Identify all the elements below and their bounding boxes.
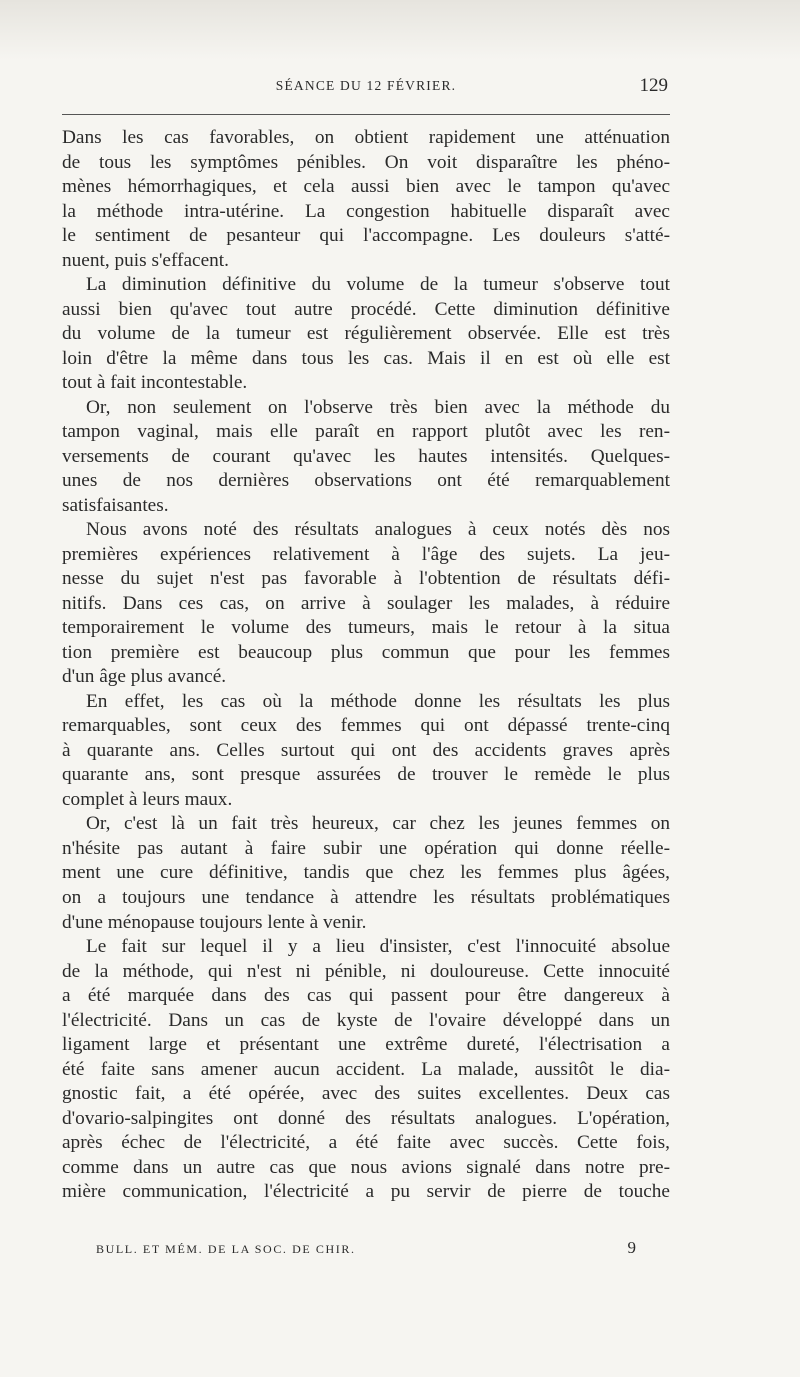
page-edge-shading <box>0 0 800 60</box>
header-rule <box>62 114 670 115</box>
text-line: ligament large et présentant une extrême dureté, l'électrisation a <box>62 1034 670 1056</box>
paragraph <box>62 126 670 273</box>
text-line: d'ovario-salpingites ont donné des résultats analogues. L'opération, <box>62 1107 670 1129</box>
text-line: Le fait sur lequel il y a lieu d'insister, c'est l'innocuité absolue <box>86 936 670 958</box>
text-line: Dans les cas favorables, on obtient rapidement une atténuation <box>62 127 670 148</box>
paragraph <box>62 935 670 1205</box>
text-line: aussi bien qu'avec tout autre procédé. Cette diminution définitive <box>62 298 670 320</box>
body-text <box>62 126 670 1205</box>
text-line: de tous les symptômes pénibles. On voit disparaître les phéno- <box>62 151 670 173</box>
text-line: a été marquée dans des cas qui passent pour être dangereux à <box>62 985 670 1007</box>
text-line: temporairement le volume des tumeurs, mais le retour à la situa <box>62 617 670 639</box>
text-line: du volume de la tumeur est régulièrement observée. Elle est très <box>62 323 670 345</box>
text-line: tampon vaginal, mais elle paraît en rapport plutôt avec les ren- <box>62 421 670 443</box>
text-line: d'une ménopause toujours lente à venir. <box>62 911 367 933</box>
page-header <box>62 75 670 102</box>
paragraph <box>62 518 670 690</box>
text-line: unes de nos dernières observations ont été remarquablement <box>62 470 670 492</box>
text-line: nitifs. Dans ces cas, on arrive à soulager les malades, à réduire <box>62 592 670 614</box>
text-line: on a toujours une tendance à attendre les résultats problématiques <box>62 886 670 908</box>
text-line: loin d'être la même dans tous les cas. Mais il en est où elle est <box>62 347 670 369</box>
text-line: nuent, puis s'effacent. <box>62 249 229 271</box>
text-line: quarante ans, sont presque assurées de trouver le remède le plus <box>62 764 670 786</box>
signature-mark: BULL. ET MÉM. DE LA SOC. DE CHIR. <box>96 1242 356 1256</box>
text-line: après échec de l'électricité, a été faite avec succès. Cette fois, <box>62 1132 670 1154</box>
text-line: Or, c'est là un fait très heureux, car chez les jeunes femmes on <box>86 813 670 835</box>
text-line: de la méthode, qui n'est ni pénible, ni douloureuse. Cette innocuité <box>62 960 670 982</box>
text-line: versements de courant qu'avec les hautes intensités. Quelques- <box>62 445 670 467</box>
text-line: été faite sans amener aucun accident. La malade, aussitôt le dia- <box>62 1058 670 1080</box>
text-line: l'électricité. Dans un cas de kyste de l'ovaire développé dans un <box>62 1009 670 1031</box>
paragraph <box>62 273 670 396</box>
text-line: comme dans un autre cas que nous avions signalé dans notre pre- <box>62 1156 670 1178</box>
text-line: gnostic fait, a été opérée, avec des suites excellentes. Deux cas <box>62 1083 670 1105</box>
text-line: à quarante ans. Celles surtout qui ont des accidents graves après <box>62 739 670 761</box>
text-line: n'hésite pas autant à faire subir une opération qui donne réelle- <box>62 837 670 859</box>
page-footer <box>96 1238 636 1262</box>
text-line: remarquables, sont ceux des femmes qui ont dépassé trente-cinq <box>62 715 670 737</box>
text-line: d'un âge plus avancé. <box>62 666 227 688</box>
signature-number: 9 <box>627 1238 636 1257</box>
text-line: le sentiment de pesanteur qui l'accompagne. Les douleurs s'atté- <box>62 225 670 247</box>
running-head: SÉANCE DU 12 FÉVRIER. <box>275 78 457 93</box>
text-line: Nous avons noté des résultats analogues à ceux notés dès nos <box>86 519 670 541</box>
text-line: tout à fait incontestable. <box>62 372 248 394</box>
text-line: premières expériences relativement à l'âge des sujets. La jeu- <box>62 543 670 565</box>
text-line: Or, non seulement on l'observe très bien avec la méthode du <box>86 396 670 418</box>
paragraph <box>62 396 670 519</box>
text-line: La diminution définitive du volume de la tumeur s'observe tout <box>86 274 670 296</box>
paragraph <box>62 812 670 935</box>
text-line: nesse du sujet n'est pas favorable à l'obtention de résultats défi- <box>62 568 670 590</box>
text-line: mènes hémorrhagiques, et cela aussi bien avec le tampon qu'avec <box>62 176 670 198</box>
text-line: la méthode intra-utérine. La congestion habituelle disparaît avec <box>62 200 670 222</box>
text-line: satisfaisantes. <box>62 494 169 516</box>
text-line: tion première est beaucoup plus commun que pour les femmes <box>62 641 670 663</box>
text-line: complet à leurs maux. <box>62 788 233 810</box>
paragraph <box>62 690 670 813</box>
page-number: 129 <box>639 75 668 96</box>
text-line: ment une cure définitive, tandis que chez les femmes plus âgées, <box>62 862 670 884</box>
text-line: mière communication, l'électricité a pu servir de pierre de touche <box>62 1181 670 1203</box>
text-line: En effet, les cas où la méthode donne les résultats les plus <box>86 690 670 712</box>
